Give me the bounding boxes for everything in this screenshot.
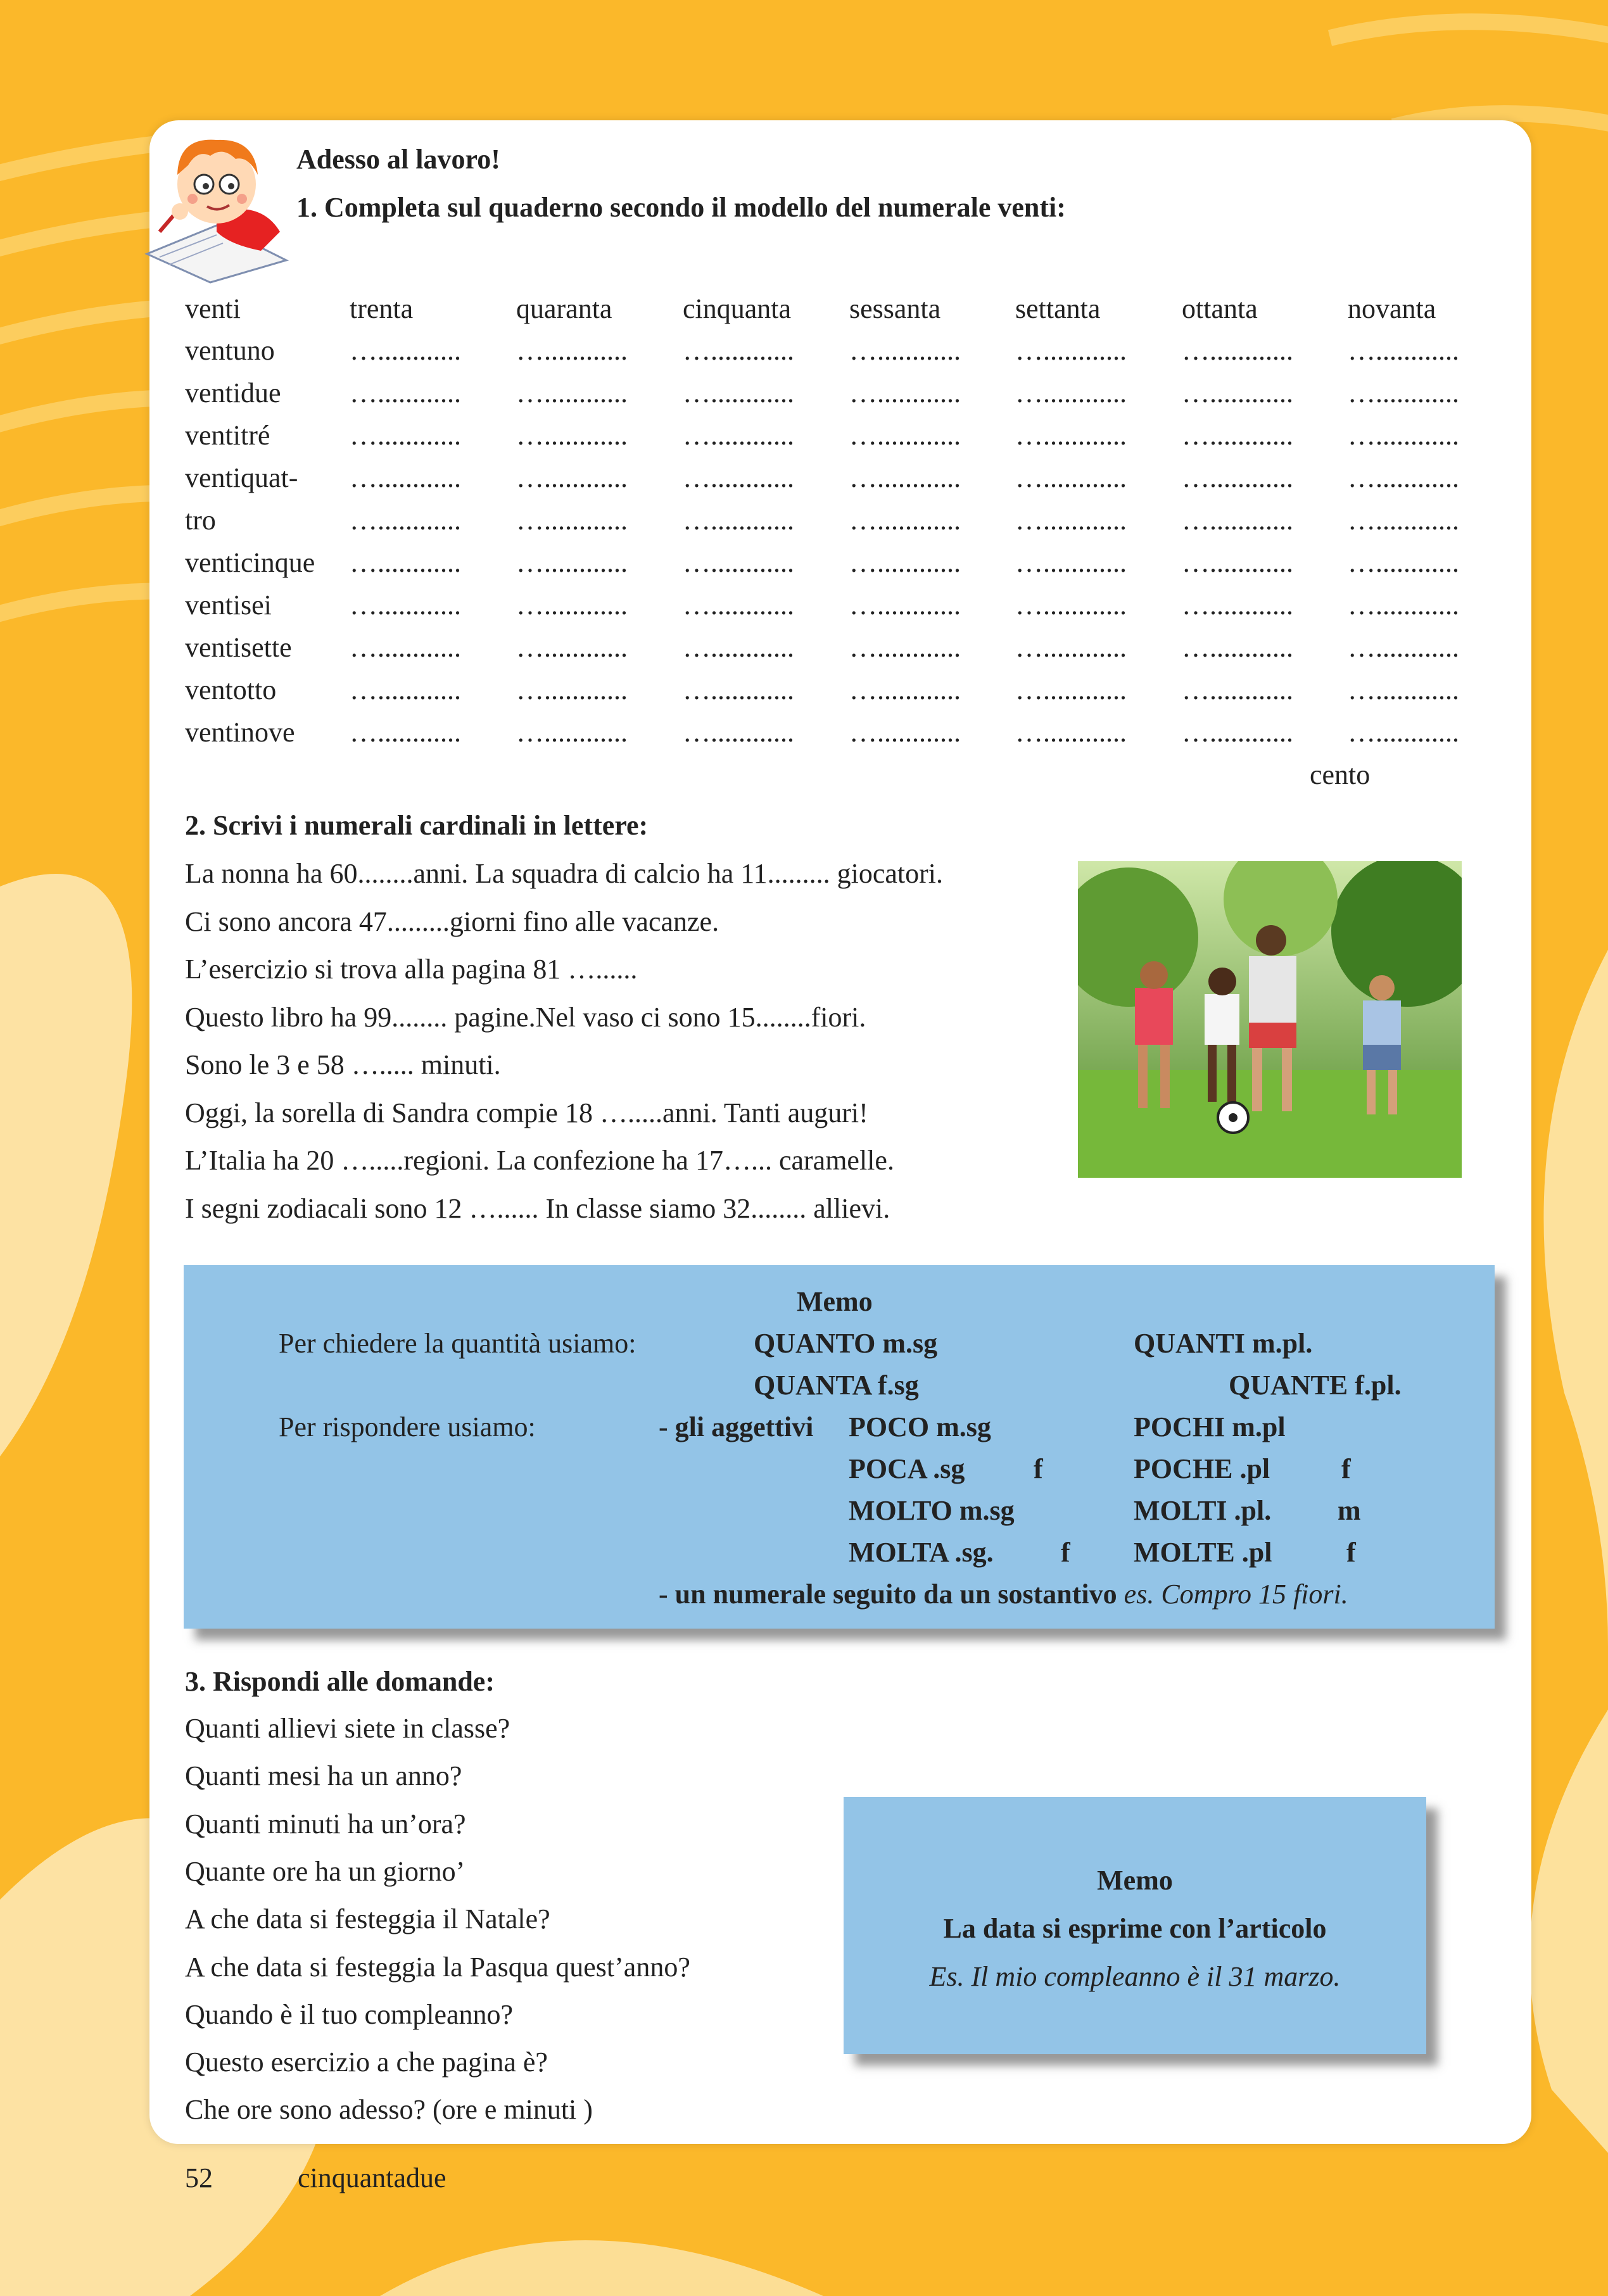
blank-cell: …............ — [516, 590, 628, 621]
blank-cell: …............ — [683, 717, 794, 748]
blank-cell: …............ — [1015, 674, 1127, 705]
blank-cell: …............ — [849, 632, 961, 663]
blank-cell: …............ — [683, 632, 794, 663]
page-number-words: cinquantadue — [298, 2162, 446, 2193]
intro-heading: Adesso al lavoro! — [296, 144, 500, 175]
molta-gender: f — [1061, 1537, 1070, 1568]
exercise1-title: 1. Completa sul quaderno secondo il modello del numerale venti: — [296, 192, 1066, 223]
quanti-label: QUANTI m.pl. — [1134, 1328, 1313, 1359]
row-label: ventitré — [185, 420, 270, 451]
blank-cell: …............ — [683, 547, 794, 578]
blank-cell: …............ — [683, 505, 794, 536]
poca-label: POCA .sg — [849, 1453, 965, 1484]
row-label: tro — [185, 505, 216, 536]
blank-cell: …............ — [1348, 462, 1459, 493]
column-header: novanta — [1348, 293, 1436, 324]
adjectives-label: - gli aggettivi — [659, 1411, 814, 1442]
blank-cell: …............ — [683, 674, 794, 705]
blank-cell: …............ — [849, 717, 961, 748]
blank-cell: …............ — [1182, 717, 1293, 748]
blank-cell: …............ — [1348, 420, 1459, 451]
kids-playing-football-photo — [1078, 861, 1462, 1178]
exercise2-sentence: Oggi, la sorella di Sandra compie 18 ….....anni. Tanti auguri! — [185, 1097, 868, 1128]
row-label: ventisette — [185, 632, 292, 663]
molte-gender: f — [1346, 1537, 1356, 1568]
blank-cell: …............ — [849, 590, 961, 621]
poco-label: POCO m.sg — [849, 1411, 991, 1442]
column-header: settanta — [1015, 293, 1101, 324]
blank-cell: …............ — [849, 505, 961, 536]
numeral-rule-example: es. Compro 15 fiori. — [1124, 1579, 1348, 1610]
blank-cell: …............ — [1348, 335, 1459, 366]
quante-label: QUANTE f.pl. — [1229, 1370, 1402, 1401]
molti-label: MOLTI .pl. — [1134, 1495, 1272, 1526]
blank-cell: …............ — [849, 674, 961, 705]
exercise3-question: Quanti allievi siete in classe? — [185, 1713, 510, 1744]
row-label: ventisei — [185, 590, 272, 621]
blank-cell: …............ — [350, 377, 461, 408]
exercise2-sentence: I segni zodiacali sono 12 …...... In classe siamo 32........ allievi. — [185, 1192, 890, 1224]
blank-cell: …............ — [1348, 590, 1459, 621]
blank-cell: …............ — [516, 632, 628, 663]
exercise2-sentence: Ci sono ancora 47.........giorni fino alle vacanze. — [185, 905, 719, 937]
boy-writing-illustration — [134, 124, 299, 289]
blank-cell: …............ — [1015, 590, 1127, 621]
row-label: ventinove — [185, 717, 295, 748]
blank-cell: …............ — [683, 462, 794, 493]
row-label: ventuno — [185, 335, 275, 366]
final-numeral: cento — [1310, 759, 1371, 790]
blank-cell: …............ — [516, 674, 628, 705]
blank-cell: …............ — [1182, 377, 1293, 408]
blank-cell: …............ — [683, 420, 794, 451]
exercise2-sentence: L’Italia ha 20 ….....regioni. La confezione ha 17…... caramelle. — [185, 1145, 894, 1176]
exercise2-sentence: L’esercizio si trova alla pagina 81 …...... — [185, 954, 638, 985]
poca-gender: f — [1034, 1453, 1043, 1484]
numeral-rule — [659, 1580, 1348, 1608]
exercise3-question: A che data si festeggia la Pasqua quest’anno? — [185, 1951, 690, 1983]
exercise2-sentence: La nonna ha 60........anni. La squadra di calcio ha 11......... giocatori. — [185, 858, 944, 889]
blank-cell: …............ — [1182, 590, 1293, 621]
molto-label: MOLTO m.sg — [849, 1495, 1015, 1526]
blank-cell: …............ — [516, 377, 628, 408]
exercise3-title: 3. Rispondi alle domande: — [185, 1666, 495, 1697]
poche-gender: f — [1341, 1453, 1351, 1484]
memo1-title: Memo — [797, 1286, 873, 1317]
memo2-rule: La data si esprime con l’articolo — [943, 1913, 1327, 1944]
blank-cell: …............ — [350, 590, 461, 621]
blank-cell: …............ — [849, 420, 961, 451]
exercise3-question: Questo esercizio a che pagina è? — [185, 2047, 548, 2078]
column-header: sessanta — [849, 293, 941, 324]
blank-cell: …............ — [516, 547, 628, 578]
blank-cell: …............ — [1015, 462, 1127, 493]
blank-cell: …............ — [1015, 547, 1127, 578]
blank-cell: …............ — [350, 674, 461, 705]
row-label: ventidue — [185, 377, 281, 408]
memo2-title: Memo — [1097, 1865, 1173, 1896]
blank-cell: …............ — [350, 632, 461, 663]
blank-cell: …............ — [1182, 674, 1293, 705]
blank-cell: …............ — [350, 462, 461, 493]
column-header: quaranta — [516, 293, 612, 324]
blank-cell: …............ — [683, 590, 794, 621]
blank-cell: …............ — [516, 335, 628, 366]
exercise3-question: Che ore sono adesso? (ore e minuti ) — [185, 2094, 593, 2126]
exercise3-question: A che data si festeggia il Natale? — [185, 1903, 550, 1935]
exercise2-title: 2. Scrivi i numerali cardinali in lettere: — [185, 810, 649, 841]
blank-cell: …............ — [350, 717, 461, 748]
memo-box-quantity — [184, 1265, 1495, 1629]
blank-cell: …............ — [350, 335, 461, 366]
blank-cell: …............ — [1348, 717, 1459, 748]
molta-label: MOLTA .sg. — [849, 1537, 994, 1568]
quanta-label: QUANTA f.sg — [754, 1370, 919, 1401]
pochi-label: POCHI m.pl — [1134, 1411, 1286, 1442]
row-label: ventotto — [185, 674, 277, 705]
blank-cell: …............ — [1182, 335, 1293, 366]
blank-cell: …............ — [1182, 420, 1293, 451]
exercise3-question: Quando è il tuo compleanno? — [185, 1998, 514, 2030]
memo2-example: Es. Il mio compleanno è il 31 marzo. — [929, 1961, 1341, 1992]
blank-cell: …............ — [1015, 377, 1127, 408]
molti-gender: m — [1338, 1495, 1361, 1526]
blank-cell: …............ — [1015, 505, 1127, 536]
blank-cell: …............ — [1348, 674, 1459, 705]
row-label: ventiquat- — [185, 462, 298, 493]
blank-cell: …............ — [683, 335, 794, 366]
blank-cell: …............ — [1182, 547, 1293, 578]
blank-cell: …............ — [1015, 717, 1127, 748]
blank-cell: …............ — [1182, 505, 1293, 536]
blank-cell: …............ — [849, 462, 961, 493]
memo-box-date — [844, 1797, 1426, 2054]
blank-cell: …............ — [516, 420, 628, 451]
exercise3-question: Quante ore ha un giorno’ — [185, 1855, 465, 1887]
blank-cell: …............ — [849, 547, 961, 578]
blank-cell: …............ — [1348, 547, 1459, 578]
exercise3-question: Quanti mesi ha un anno? — [185, 1760, 462, 1792]
page-number: 52 — [185, 2162, 213, 2193]
blank-cell: …............ — [350, 505, 461, 536]
blank-cell: …............ — [350, 420, 461, 451]
blank-cell: …............ — [849, 335, 961, 366]
column-header: ottanta — [1182, 293, 1258, 324]
blank-cell: …............ — [683, 377, 794, 408]
row-label: venticinque — [185, 547, 315, 578]
blank-cell: …............ — [1182, 632, 1293, 663]
poche-label: POCHE .pl — [1134, 1453, 1270, 1484]
molte-label: MOLTE .pl — [1134, 1537, 1272, 1568]
quanto-label: QUANTO m.sg — [754, 1328, 938, 1359]
blank-cell: …............ — [1348, 505, 1459, 536]
blank-cell: …............ — [849, 377, 961, 408]
ask-label: Per chiedere la quantità usiamo: — [279, 1328, 636, 1359]
blank-cell: …............ — [1182, 462, 1293, 493]
blank-cell: …............ — [1015, 335, 1127, 366]
exercise3-question: Quanti minuti ha un’ora? — [185, 1808, 466, 1839]
numeral-rule-text: - un numerale seguito da un sostantivo — [659, 1579, 1117, 1610]
column-header: trenta — [350, 293, 414, 324]
blank-cell: …............ — [1348, 632, 1459, 663]
exercise2-sentence: Questo libro ha 99........ pagine.Nel vaso ci sono 15........fiori. — [185, 1001, 866, 1033]
blank-cell: …............ — [516, 505, 628, 536]
exercise2-sentence: Sono le 3 e 58 …..... minuti. — [185, 1049, 501, 1080]
blank-cell: …............ — [516, 717, 628, 748]
blank-cell: …............ — [1348, 377, 1459, 408]
column-header: cinquanta — [683, 293, 792, 324]
answer-label: Per rispondere usiamo: — [279, 1411, 536, 1442]
column-header: venti — [185, 293, 241, 324]
blank-cell: …............ — [350, 547, 461, 578]
blank-cell: …............ — [1015, 632, 1127, 663]
blank-cell: …............ — [1015, 420, 1127, 451]
blank-cell: …............ — [516, 462, 628, 493]
